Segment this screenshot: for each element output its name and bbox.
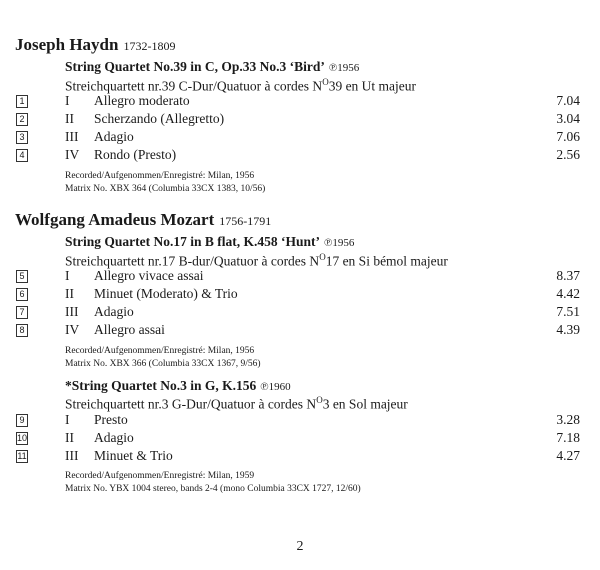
track-row bbox=[0, 322, 600, 340]
composer-dates: 1732-1809 bbox=[123, 39, 176, 53]
matrix-line: Matrix No. XBX 366 (Columbia 33CX 1367, 9/56) bbox=[65, 359, 261, 369]
work-title bbox=[65, 234, 354, 250]
composer-dates: 1756-1791 bbox=[219, 214, 272, 228]
work-title-text: String Quartet No.39 in C, Op.33 No.3 ‘Bird’ bbox=[65, 59, 325, 74]
subtitle-superscript: O bbox=[319, 252, 326, 262]
track-row bbox=[0, 147, 600, 165]
movement-numeral: I bbox=[65, 268, 70, 283]
track-number-box: 3 bbox=[16, 131, 28, 144]
composer-name: Wolfgang Amadeus Mozart bbox=[15, 210, 215, 229]
track-row bbox=[0, 268, 600, 286]
track-row bbox=[0, 129, 600, 147]
track-row bbox=[0, 430, 600, 448]
track-row bbox=[0, 304, 600, 322]
track-number-box: 1 bbox=[16, 95, 28, 108]
track-duration: 7.06 bbox=[556, 129, 580, 144]
movement-title: Allegro moderato bbox=[94, 93, 190, 108]
movement-numeral: III bbox=[65, 129, 79, 144]
track-row bbox=[0, 93, 600, 111]
track-duration: 4.39 bbox=[556, 322, 580, 337]
movement-numeral: I bbox=[65, 412, 70, 427]
recorded-line: Recorded/Aufgenommen/Enregistré: Milan, 1956 bbox=[65, 346, 255, 356]
subtitle-part-b: 17 en Si bémol majeur bbox=[325, 253, 448, 269]
movement-numeral: III bbox=[65, 448, 79, 463]
track-number-box: 6 bbox=[16, 288, 28, 301]
work-prefix: * bbox=[65, 378, 72, 393]
movement-title: Allegro assai bbox=[94, 322, 165, 337]
track-number-box: 7 bbox=[16, 306, 28, 319]
movement-title: Scherzando (Allegretto) bbox=[94, 111, 225, 126]
subtitle-part-a: Streichquartett nr.17 B-dur/Quatuor à cordes N bbox=[65, 253, 320, 269]
track-row bbox=[0, 286, 600, 304]
composer-heading bbox=[15, 210, 271, 230]
track-number-box: 5 bbox=[16, 270, 28, 283]
track-duration: 7.18 bbox=[556, 430, 580, 445]
movement-numeral: IV bbox=[65, 322, 80, 337]
subtitle-part-a: Streichquartett nr.3 G-Dur/Quatuor à cordes N bbox=[65, 396, 317, 412]
track-duration: 3.28 bbox=[556, 412, 580, 427]
movement-title: Rondo (Presto) bbox=[94, 147, 177, 162]
track-duration: 2.56 bbox=[556, 147, 580, 162]
page-number: 2 bbox=[296, 539, 304, 554]
movement-title: Adagio bbox=[94, 430, 134, 445]
matrix-line: Matrix No. XBX 364 (Columbia 33CX 1383, 10/56) bbox=[65, 184, 266, 194]
track-number-box: 9 bbox=[16, 414, 28, 427]
recording-notes bbox=[65, 345, 261, 371]
movement-numeral: I bbox=[65, 93, 70, 108]
composer-heading bbox=[15, 35, 175, 55]
work-title-text: String Quartet No.17 in B flat, K.458 ‘Hunt’ bbox=[65, 234, 320, 249]
movement-title: Minuet (Moderato) & Trio bbox=[94, 286, 238, 301]
movement-numeral: II bbox=[65, 111, 74, 126]
work-title bbox=[65, 59, 359, 75]
movement-numeral: II bbox=[65, 430, 74, 445]
work-subtitle bbox=[65, 77, 416, 95]
track-row bbox=[0, 448, 600, 466]
recorded-line: Recorded/Aufgenommen/Enregistré: Milan, 1956 bbox=[65, 171, 255, 181]
composer-name: Joseph Haydn bbox=[15, 35, 119, 54]
track-duration: 4.27 bbox=[556, 448, 580, 463]
subtitle-part-a: Streichquartett nr.39 C-Dur/Quatuor à cordes N bbox=[65, 78, 323, 94]
movement-title: Allegro vivace assai bbox=[94, 268, 204, 283]
subtitle-part-b: 3 en Sol majeur bbox=[322, 396, 408, 412]
track-duration: 3.04 bbox=[556, 111, 580, 126]
subtitle-part-b: 39 en Ut majeur bbox=[328, 78, 417, 94]
track-number-box: 11 bbox=[17, 451, 27, 461]
work-title bbox=[65, 378, 291, 394]
phonogram-year: ℗1960 bbox=[260, 381, 291, 393]
phonogram-year: ℗1956 bbox=[328, 62, 360, 74]
matrix-line: Matrix No. YBX 1004 stereo, bands 2-4 (mono Columbia 33CX 1727, 12/60) bbox=[65, 484, 361, 494]
track-number-box: 2 bbox=[16, 113, 28, 126]
track-number-box: 4 bbox=[16, 149, 28, 162]
track-row bbox=[0, 412, 600, 430]
track-duration: 7.51 bbox=[556, 304, 580, 319]
movement-title: Minuet & Trio bbox=[94, 448, 173, 463]
movement-numeral: IV bbox=[65, 147, 80, 162]
recorded-line: Recorded/Aufgenommen/Enregistré: Milan, 1959 bbox=[65, 471, 255, 481]
movement-numeral: II bbox=[65, 286, 74, 301]
subtitle-superscript: O bbox=[322, 77, 329, 87]
subtitle-superscript: O bbox=[316, 395, 323, 405]
track-number-box: 10 bbox=[17, 433, 28, 443]
work-title-text: String Quartet No.3 in G, K.156 bbox=[71, 378, 257, 393]
movement-title: Presto bbox=[94, 412, 128, 427]
movement-numeral: III bbox=[65, 304, 79, 319]
work-subtitle bbox=[65, 395, 408, 413]
track-number-box: 8 bbox=[16, 324, 28, 337]
recording-notes bbox=[65, 170, 265, 196]
track-duration: 4.42 bbox=[556, 286, 580, 301]
work-subtitle bbox=[65, 252, 448, 270]
recording-notes bbox=[65, 470, 361, 496]
movement-title: Adagio bbox=[94, 304, 134, 319]
track-duration: 7.04 bbox=[556, 93, 580, 108]
movement-title: Adagio bbox=[94, 129, 134, 144]
track-duration: 8.37 bbox=[556, 268, 580, 283]
phonogram-year: ℗1956 bbox=[324, 237, 355, 249]
track-row bbox=[0, 111, 600, 129]
